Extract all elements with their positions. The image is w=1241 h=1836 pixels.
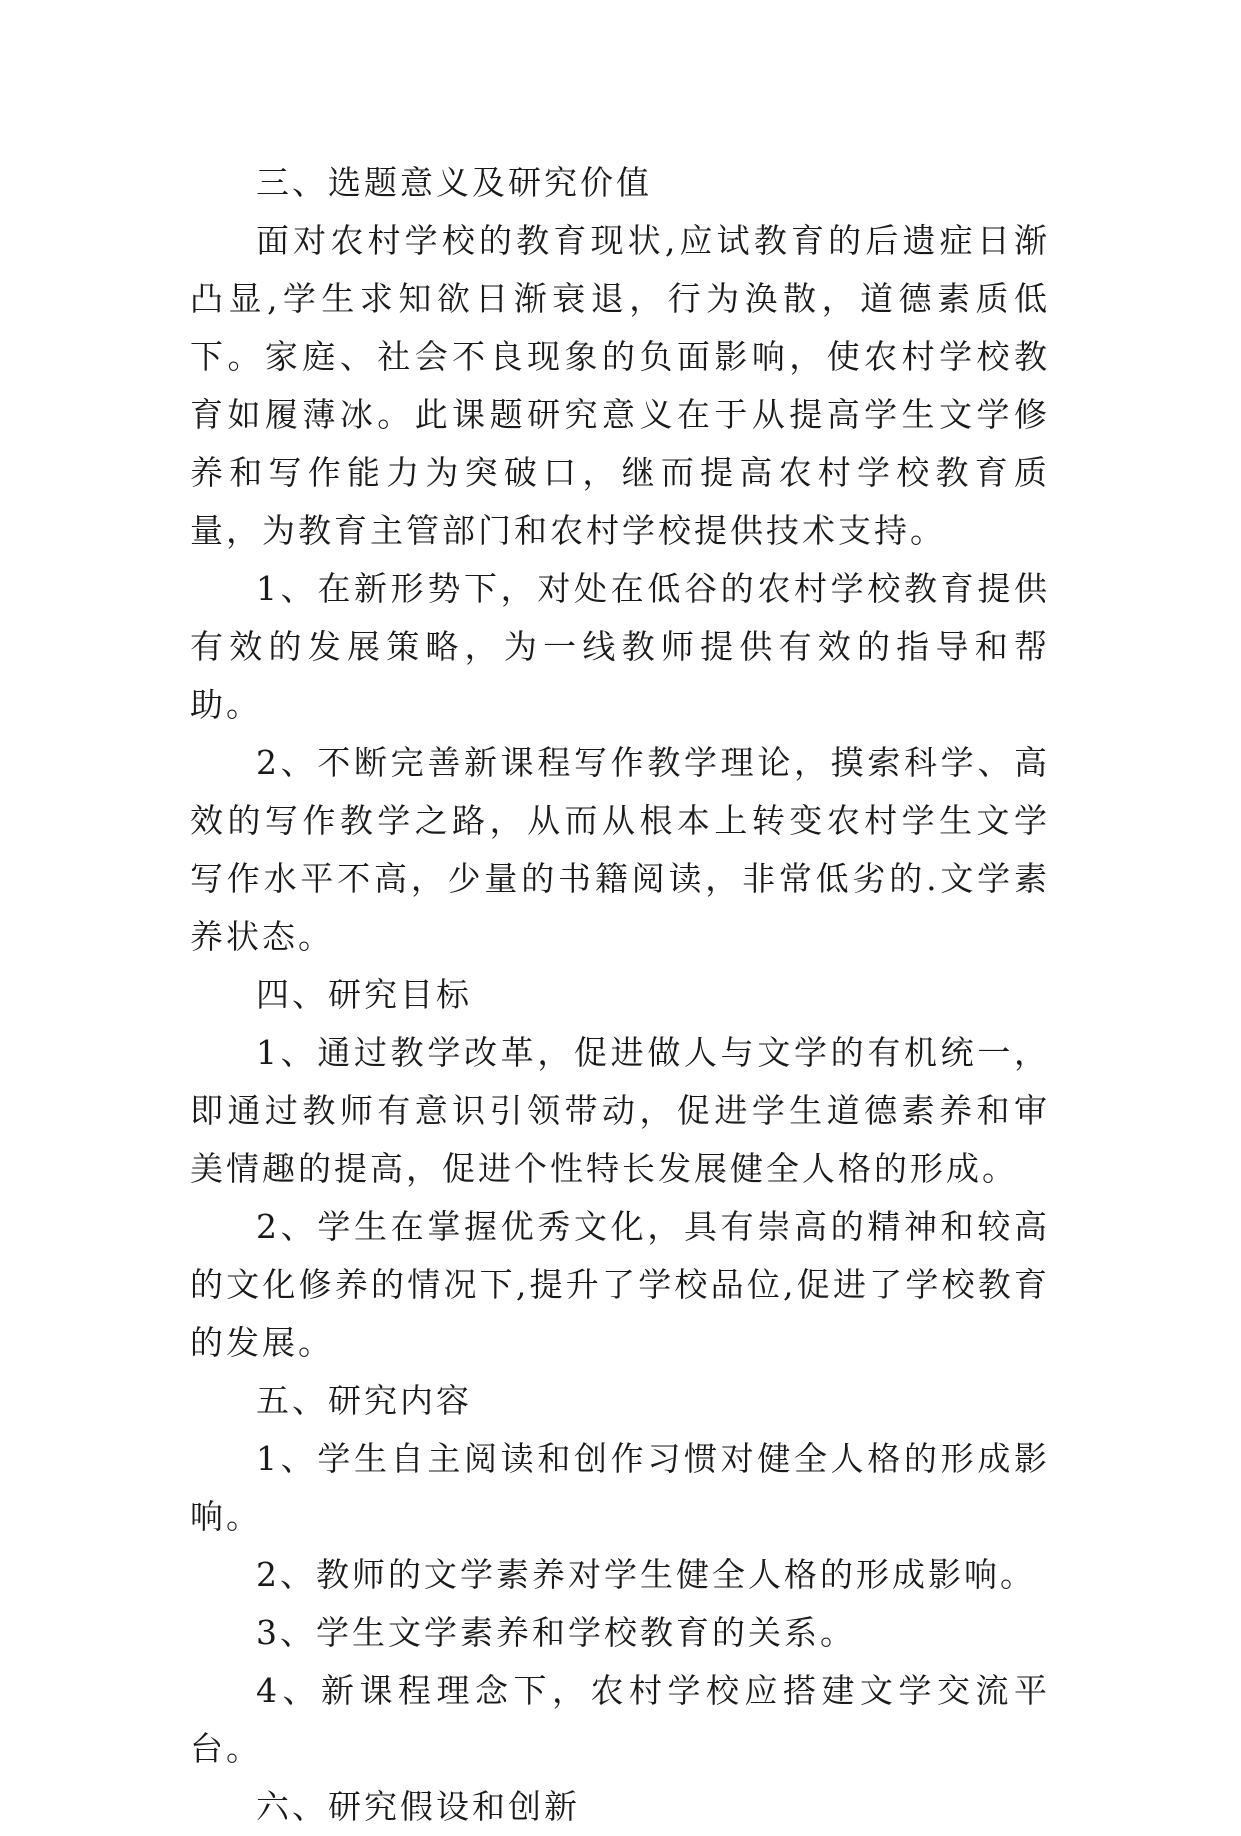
paragraph-significance-item-2: 2、不断完善新课程写作教学理论，摸索科学、高效的写作教学之路，从而从根本上转变农村学生文学写作水平不高，少量的书籍阅读，非常低劣的.文学素养状态。 bbox=[190, 743, 1050, 956]
document-body bbox=[190, 154, 1050, 1836]
paragraph-content-item-1: 1、学生自主阅读和创作习惯对健全人格的形成影响。 bbox=[190, 1439, 1050, 1536]
paragraph-content-item-4: 4、新课程理念下，农村学校应搭建文学交流平台。 bbox=[190, 1671, 1050, 1768]
paragraph-goal-item-1: 1、通过教学改革，促进做人与文学的有机统一，即通过教师有意识引领带动，促进学生道德素养和审美情趣的提高，促进个性特长发展健全人格的形成。 bbox=[190, 1033, 1050, 1188]
section-heading-3: 三、选题意义及研究价值 bbox=[256, 163, 652, 202]
paragraph-goal-item-2: 2、学生在掌握优秀文化，具有崇高的精神和较高的文化修养的情况下,提升了学校品位,促进了学校教育的发展。 bbox=[190, 1207, 1050, 1362]
paragraph-significance-item-1: 1、在新形势下，对处在低谷的农村学校教育提供有效的发展策略，为一线教师提供有效的指导和帮助。 bbox=[190, 569, 1050, 724]
paragraph-content-item-3: 3、学生文学素养和学校教育的关系。 bbox=[256, 1613, 856, 1652]
section-heading-4: 四、研究目标 bbox=[256, 975, 472, 1014]
section-heading-5: 五、研究内容 bbox=[256, 1381, 472, 1420]
paragraph-significance: 面对农村学校的教育现状,应试教育的后遗症日渐凸显,学生求知欲日渐衰退，行为涣散，道德素质低下。家庭、社会不良现象的负面影响，使农村学校教育如履薄冰。此课题研究意义在于从提高学生文学修养和写作能力为突破口，继而提高农村学校教育质量，为教育主管部门和农村学校提供技术支持。 bbox=[190, 221, 1050, 550]
paragraph-content-item-2: 2、教师的文学素养对学生健全人格的形成影响。 bbox=[256, 1555, 1036, 1594]
section-heading-6: 六、研究假设和创新 bbox=[256, 1787, 580, 1826]
